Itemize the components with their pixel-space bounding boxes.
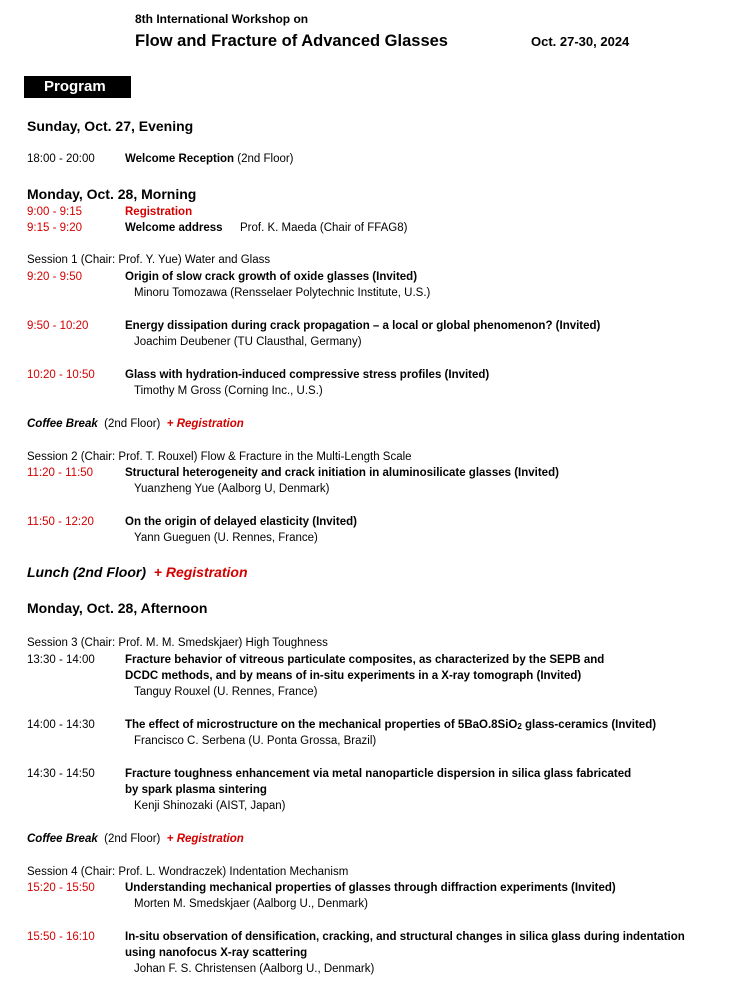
talk-author: Timothy M Gross (Corning Inc., U.S.) [134,385,323,397]
lunch-registration: + Registration [153,564,248,580]
talk-time: 9:20 - 9:50 [27,271,82,283]
reception-place: (2nd Floor) [234,153,294,165]
talk-author: Minoru Tomozawa (Rensselaer Polytechnic Institute, U.S.) [134,287,431,299]
sunday-heading: Sunday, Oct. 27, Evening [27,118,194,134]
talk-title: Fracture behavior of vitreous particulate composites, as characterized by the SEPB and [125,654,605,666]
talk-title: Origin of slow crack growth of oxide glasses (Invited) [125,271,418,283]
reception-title: Welcome Reception [125,153,235,165]
monday-morning-heading: Monday, Oct. 28, Morning [27,186,197,202]
talk-title-post: glass-ceramics (Invited) [521,719,657,731]
talk-title: On the origin of delayed elasticity (Invited) [125,516,357,528]
talk-title-subscript: 2 [517,722,522,731]
reception-time: 18:00 - 20:00 [27,153,95,165]
coffee-break-registration: + Registration [166,833,244,845]
talk-title-continued: by spark plasma sintering [125,784,267,796]
talk-title: Energy dissipation during crack propagation – a local or global phenomenon? (Invited) [125,320,601,332]
welcome-title: Welcome address [125,222,223,234]
talk-time: 15:50 - 16:10 [27,931,95,943]
coffee-break-place: (2nd Floor) [97,418,167,430]
talk-title-continued: DCDC methods, and by means of in-situ experiments in a X-ray tomograph (Invited) [125,670,582,682]
talk-time: 15:20 - 15:50 [27,882,95,894]
reception-title-wrap [125,151,294,167]
session1-label: Session 1 (Chair: Prof. Y. Yue) Water and Glass [27,254,271,266]
talk-title-pre: The effect of microstructure on the mechanical properties of 5BaO.8SiO [125,719,518,731]
registration-title: Registration [125,206,193,218]
workshop-title: Flow and Fracture of Advanced Glasses [135,32,448,50]
coffee-break-registration: + Registration [166,418,244,430]
monday-afternoon-heading: Monday, Oct. 28, Afternoon [27,600,208,616]
welcome-speaker: Prof. K. Maeda (Chair of FFAG8) [240,222,408,234]
talk-time: 14:00 - 14:30 [27,719,95,731]
talk-author: Yuanzheng Yue (Aalborg U, Denmark) [134,483,330,495]
workshop-edition: 8th International Workshop on [135,12,309,26]
talk-title: Fracture toughness enhancement via metal nanoparticle dispersion in silica glass fabricated [125,768,632,780]
talk-time: 11:20 - 11:50 [27,467,94,479]
welcome-time: 9:15 - 9:20 [27,222,82,234]
talk-author: Yann Gueguen (U. Rennes, France) [134,532,318,544]
talk-author: Francisco C. Serbena (U. Ponta Grossa, Brazil) [134,735,377,747]
workshop-dates: Oct. 27-30, 2024 [531,34,630,49]
talk-time: 14:30 - 14:50 [27,768,95,780]
talk-title-continued: using nanofocus X-ray scattering [125,947,308,959]
lunch-label: Lunch (2nd Floor) [27,564,154,580]
coffee-break-label: Coffee Break [27,418,98,430]
talk-author: Johan F. S. Christensen (Aalborg U., Denmark) [134,963,375,975]
talk-time: 10:20 - 10:50 [27,369,95,381]
talk-author: Kenji Shinozaki (AIST, Japan) [134,800,286,812]
talk-author: Tanguy Rouxel (U. Rennes, France) [134,686,318,698]
session4-label: Session 4 (Chair: Prof. L. Wondraczek) Indentation Mechanism [27,866,349,878]
talk-title: Glass with hydration-induced compressive stress profiles (Invited) [125,369,490,381]
talk-time: 13:30 - 14:00 [27,654,95,666]
talk-title: In-situ observation of densification, cracking, and structural changes in silica glass during indentation [125,931,685,943]
coffee-break-place: (2nd Floor) [97,833,167,845]
coffee-break-2 [27,831,244,847]
talk-author: Joachim Deubener (TU Clausthal, Germany) [134,336,362,348]
coffee-break-1 [27,416,244,432]
registration-time: 9:00 - 9:15 [27,206,82,218]
talk-author: Morten M. Smedskjaer (Aalborg U., Denmark) [134,898,368,910]
session2-label: Session 2 (Chair: Prof. T. Rouxel) Flow & Fracture in the Multi-Length Scale [27,451,412,463]
program-label: Program [44,78,106,95]
talk-time: 11:50 - 12:20 [27,516,94,528]
talk-title: Structural heterogeneity and crack initiation in aluminosilicate glasses (Invited) [125,467,559,479]
coffee-break-label: Coffee Break [27,833,98,845]
lunch-break [27,564,248,580]
session3-label: Session 3 (Chair: Prof. M. M. Smedskjaer) High Toughness [27,637,328,649]
talk-time: 9:50 - 10:20 [27,320,89,332]
talk-title: Understanding mechanical properties of glasses through diffraction experiments (Invited) [125,882,616,894]
